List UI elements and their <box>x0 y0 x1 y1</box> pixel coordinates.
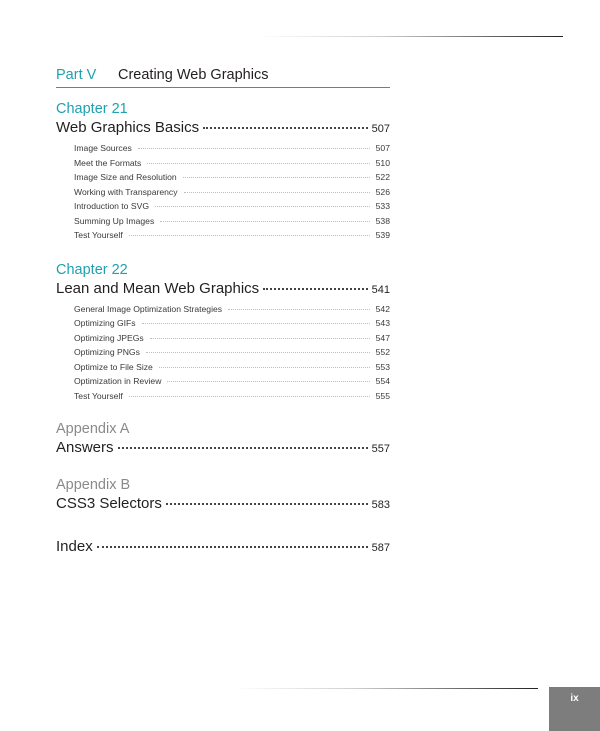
chapter-label: Chapter 21 <box>56 101 128 117</box>
dot-leader <box>129 387 370 397</box>
page-number-ref: 583 <box>371 499 390 511</box>
entry-title: Test Yourself <box>74 390 123 401</box>
dot-leader <box>203 115 368 129</box>
entry-title: General Image Optimization Strategies <box>74 303 223 314</box>
entry-page: 542 <box>375 303 390 314</box>
entry-title: Optimizing GIFs <box>74 318 136 328</box>
entry-page: 554 <box>375 376 390 386</box>
dot-leader <box>147 154 369 164</box>
page-number-ref: 507 <box>371 123 390 135</box>
toc-sections <box>56 100 390 558</box>
appendix-title: Answers <box>56 439 114 456</box>
entry-page: 522 <box>375 172 390 182</box>
part-heading <box>56 66 390 88</box>
appendix-label: Appendix A <box>56 421 130 437</box>
dot-leader <box>263 276 367 290</box>
dot-leader <box>129 226 370 236</box>
entry-title: Meet the Formats <box>74 157 142 168</box>
dot-leader <box>142 314 370 324</box>
page-number-ref: 541 <box>371 283 390 296</box>
page-number-ref: 587 <box>371 542 390 554</box>
entry-title: Introduction to SVG <box>74 201 149 211</box>
entry-title: Optimize to File Size <box>74 361 153 372</box>
appendix-title-entry[interactable] <box>56 438 390 459</box>
toc-section-index <box>56 537 390 558</box>
entry-page: 507 <box>375 143 390 153</box>
section-entries <box>56 141 390 243</box>
entry-page: 553 <box>375 361 390 372</box>
entry-page: 538 <box>375 215 390 226</box>
entry-title: Optimizing JPEGs <box>74 332 144 343</box>
page-number-tab <box>549 687 600 731</box>
dot-leader <box>184 183 370 193</box>
toc-entry[interactable] <box>56 389 390 404</box>
toc-section-appendix <box>56 476 390 515</box>
entry-page: 510 <box>375 157 390 168</box>
header-rule <box>258 36 563 37</box>
toc-entry[interactable] <box>56 228 390 243</box>
page-number: ix <box>570 693 579 704</box>
entry-title: Summing Up Images <box>74 215 155 226</box>
entry-title: Optimizing PNGs <box>74 347 140 357</box>
dot-leader <box>146 343 370 353</box>
dot-leader <box>160 212 369 222</box>
dot-leader <box>159 358 370 368</box>
dot-leader <box>150 329 370 339</box>
index-title-entry[interactable] <box>56 537 390 558</box>
chapter-title: Web Graphics Basics <box>56 119 200 136</box>
dot-leader <box>166 491 368 505</box>
dot-leader <box>183 168 370 178</box>
toc-section-chapter <box>56 261 390 404</box>
entry-page: 543 <box>375 318 390 328</box>
chapter-title-entry[interactable] <box>56 279 390 300</box>
section-entries <box>56 302 390 404</box>
toc-section-appendix <box>56 420 390 459</box>
entry-title: Test Yourself <box>74 230 123 240</box>
table-of-contents <box>56 66 390 558</box>
dot-leader <box>167 372 369 382</box>
index-title: Index <box>56 538 93 555</box>
entry-page: 526 <box>375 186 390 197</box>
appendix-title: CSS3 Selectors <box>56 495 162 512</box>
appendix-label: Appendix B <box>56 477 131 493</box>
dot-leader <box>97 534 368 548</box>
entry-title: Image Size and Resolution <box>74 172 177 182</box>
entry-page: 552 <box>375 347 390 357</box>
footer-rule <box>233 688 538 689</box>
part-title: Creating Web Graphics <box>118 67 269 83</box>
entry-page: 555 <box>375 390 390 401</box>
toc-section-chapter <box>56 100 390 243</box>
chapter-title-entry[interactable] <box>56 118 390 139</box>
dot-leader <box>228 300 370 310</box>
chapter-label: Chapter 22 <box>56 261 128 278</box>
dot-leader <box>155 197 370 207</box>
entry-title: Image Sources <box>74 143 132 153</box>
entry-page: 533 <box>375 201 390 211</box>
entry-title: Optimization in Review <box>74 376 162 386</box>
dot-leader <box>118 435 368 449</box>
dot-leader <box>138 139 370 149</box>
chapter-title: Lean and Mean Web Graphics <box>56 279 260 297</box>
entry-title: Working with Transparency <box>74 186 178 197</box>
entry-page: 539 <box>375 230 390 240</box>
part-label: Part V <box>56 67 97 83</box>
appendix-title-entry[interactable] <box>56 494 390 515</box>
page-number-ref: 557 <box>371 443 390 455</box>
entry-page: 547 <box>375 332 390 343</box>
